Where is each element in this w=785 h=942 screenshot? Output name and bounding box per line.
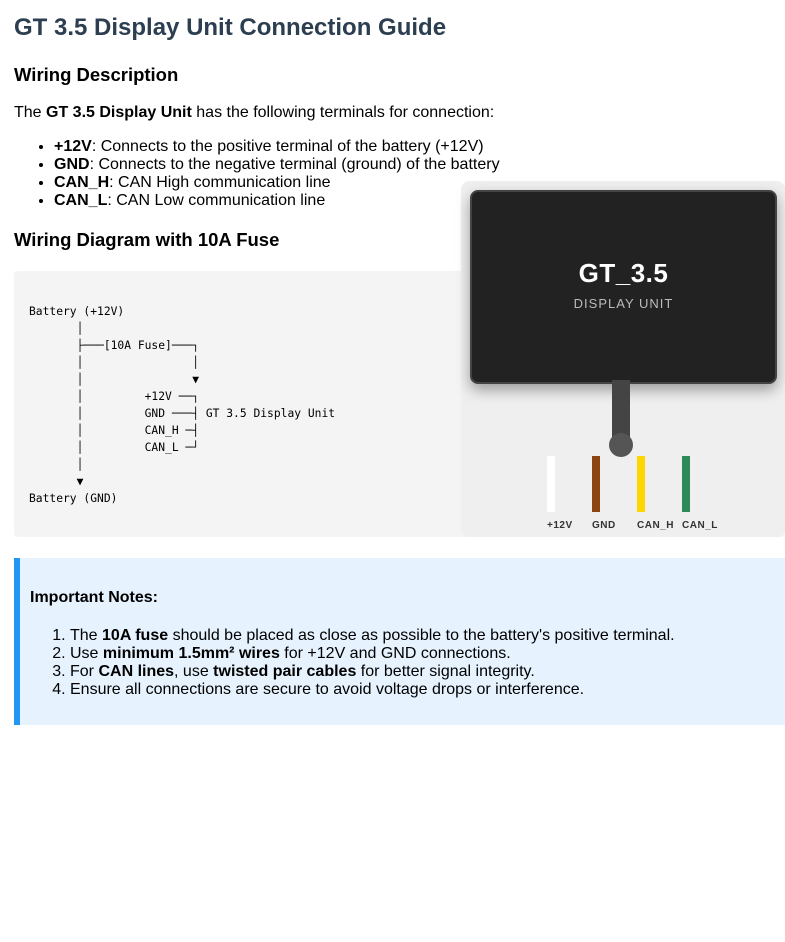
- notes-title: Important Notes:: [30, 589, 158, 606]
- note-item: [70, 645, 675, 663]
- terminal-item: [54, 138, 500, 156]
- cable-connector: [609, 433, 633, 457]
- display-unit-body: [470, 190, 777, 384]
- terminal-item: [54, 174, 500, 192]
- terminal-desc: : Connects to the negative terminal (ground) of the battery: [89, 156, 500, 173]
- terminal-desc: : Connects to the positive terminal of the battery (+12V): [91, 138, 484, 155]
- terminal-list: [14, 138, 500, 210]
- note-item: [70, 627, 675, 645]
- note-text: for +12V and GND connections.: [279, 645, 511, 662]
- intro-text: [14, 104, 494, 122]
- terminal-name: CAN_L: [54, 192, 108, 209]
- note-text: Ensure all connections are secure to avoid voltage drops or interference.: [70, 681, 585, 698]
- terminal-item: [54, 192, 500, 210]
- ascii-wiring-diagram: Battery (+12V) │ ├───[10A Fuse]───┐ │ │ │ ▼ │ +12V ──┐ │ GND ───┤ GT 3.5 Display Unit │ CAN_H ─┤ │ CAN_L ─┘ │ ▼ Battery (GND): [29, 305, 336, 505]
- note-item: [70, 663, 675, 681]
- terminal-name: GND: [54, 156, 90, 173]
- wiring-diagram-heading: Wiring Diagram with 10A Fuse: [14, 229, 280, 250]
- device-title: GT_3.5: [578, 258, 669, 288]
- terminal-desc: : CAN High communication line: [109, 174, 331, 191]
- intro-suffix: has the following terminals for connection:: [191, 104, 495, 121]
- terminal-name: CAN_H: [54, 174, 110, 191]
- note-text: for better signal integrity.: [356, 663, 535, 680]
- note-emphasis: 10A fuse: [102, 627, 169, 644]
- wire-can-h: [637, 456, 645, 512]
- note-text: The: [70, 627, 103, 644]
- device-subtitle: DISPLAY UNIT: [573, 296, 674, 311]
- note-text: , use: [174, 663, 214, 680]
- device-illustration: [461, 181, 785, 537]
- note-item: [70, 681, 675, 699]
- terminal-desc: : CAN Low communication line: [107, 192, 326, 209]
- wire-label-can-h: CAN_H: [637, 520, 674, 531]
- wire-12v: [547, 456, 555, 512]
- wire-can-l: [682, 456, 690, 512]
- terminal-name: +12V: [54, 138, 92, 155]
- note-emphasis: twisted pair cables: [213, 663, 357, 680]
- note-text: should be placed as close as possible to the battery's positive terminal.: [168, 627, 675, 644]
- notes-list: [30, 627, 675, 699]
- note-emphasis: minimum 1.5mm² wires: [102, 645, 280, 662]
- wiring-description-heading: Wiring Description: [14, 64, 179, 85]
- wire-label-12v: +12V: [547, 520, 573, 531]
- wire-gnd: [592, 456, 600, 512]
- important-notes-box: [14, 558, 785, 725]
- page-title: GT 3.5 Display Unit Connection Guide: [14, 14, 447, 41]
- wire-label-can-l: CAN_L: [682, 520, 718, 531]
- note-emphasis: CAN lines: [98, 663, 175, 680]
- terminal-item: [54, 156, 500, 174]
- intro-prefix: The: [14, 104, 47, 121]
- note-text: Use: [70, 645, 103, 662]
- wire-label-gnd: GND: [592, 520, 616, 531]
- intro-device-name: GT 3.5 Display Unit: [46, 104, 192, 121]
- note-text: For: [70, 663, 99, 680]
